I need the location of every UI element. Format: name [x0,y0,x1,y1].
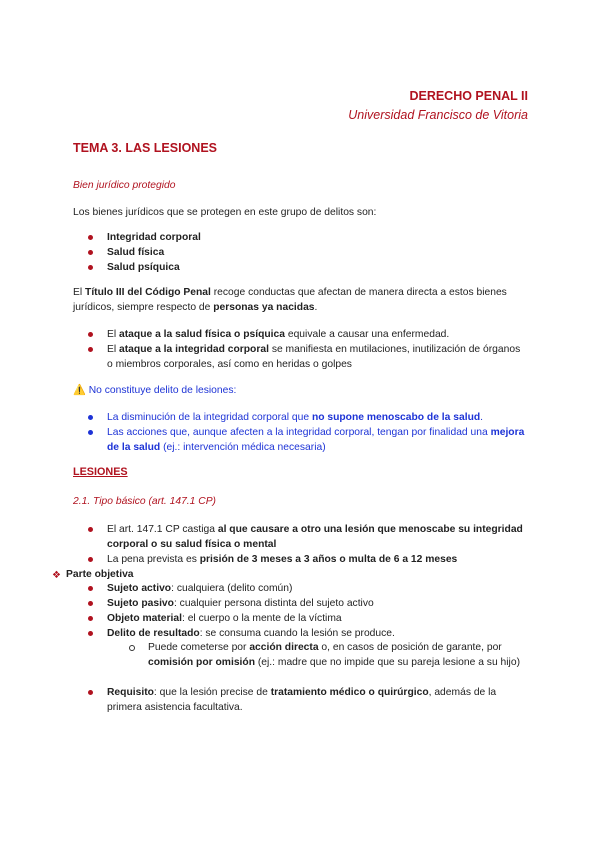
list-item: Integridad corporal [85,230,525,245]
section-heading-bien-juridico: Bien jurídico protegido [73,180,176,191]
list-item: El ataque a la salud física o psíquica equivale a causar una enfermedad. [85,327,525,342]
course-title: DERECHO PENAL II [409,89,528,103]
parte-objetiva-heading: Parte objetiva [66,569,134,580]
no-delito-heading: ⚠️ No constituye delito de lesiones: [73,385,237,396]
list-item: La pena prevista es prisión de 3 meses a 3 años o multa de 6 a 12 meses [85,552,525,567]
requisito-list [85,685,525,715]
university-name: Universidad Francisco de Vitoria [348,108,528,122]
list-item: El ataque a la integridad corporal se manifiesta en mutilaciones, inutilización de órganos o miembros corporales, así como en heridas o golpes [85,342,525,372]
list-item: Sujeto activo: cualquiera (delito común) [85,581,525,596]
ataque-list [85,327,525,372]
list-item: Objeto material: el cuerpo o la mente de la víctima [85,611,525,626]
titulo-paragraph: El Título III del Código Penal recoge conductas que afectan de manera directa a estos bienes jurídicos, siempre respecto de personas ya nacidas. [73,287,507,313]
list-item: El art. 147.1 CP castiga al que causare a otro una lesión que menoscabe su integridad corporal o su salud física o mental [85,522,525,552]
list-item: Salud psíquica [85,260,525,275]
sub-list [126,640,526,670]
parte-objetiva-list [85,581,525,641]
lesiones-heading: LESIONES [73,466,128,478]
list-item: La disminución de la integridad corporal que no supone menoscabo de la salud. [85,410,525,425]
tipo-basico-list [85,522,525,567]
list-item: Delito de resultado: se consuma cuando la lesión se produce. [85,626,525,641]
topic-title: TEMA 3. LAS LESIONES [73,141,218,155]
list-item: Puede cometerse por acción directa o, en casos de posición de garante, por comisión por omisión (ej.: madre que no impide que su pareja lesione a su hijo) [126,640,526,670]
list-item: Salud física [85,245,525,260]
warning-icon: ⚠️ [73,385,86,396]
list-item: Las acciones que, aunque afecten a la integridad corporal, tengan por finalidad una mejora de la salud (ej.: intervención médica necesaria) [85,425,525,455]
bien-juridico-intro: Los bienes jurídicos que se protegen en este grupo de delitos son: [73,207,377,218]
bien-juridico-list [85,230,525,275]
diamond-bullet-icon: ❖ [52,570,61,581]
list-item: Requisito: que la lesión precise de tratamiento médico o quirúrgico, además de la primera asistencia facultativa. [85,685,525,715]
list-item: Sujeto pasivo: cualquier persona distinta del sujeto activo [85,596,525,611]
tipo-basico-heading: 2.1. Tipo básico (art. 147.1 CP) [73,496,216,507]
no-delito-list [85,410,525,455]
